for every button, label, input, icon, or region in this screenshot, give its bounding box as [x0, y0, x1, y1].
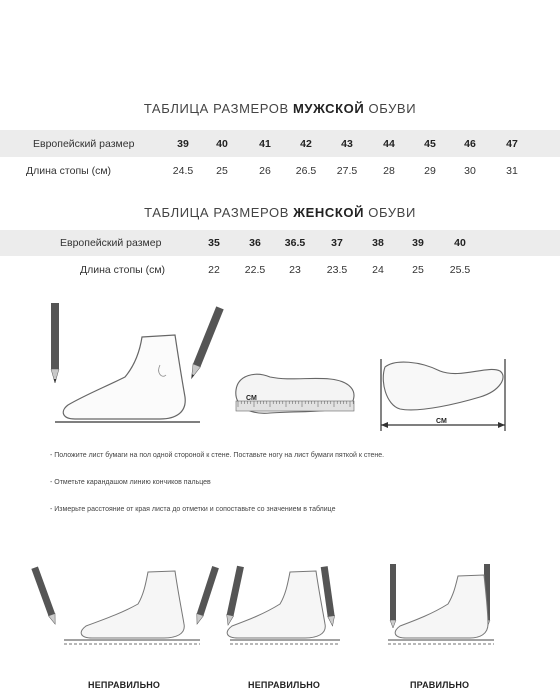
- men-size-cell: 47: [506, 138, 518, 150]
- women-size-cell: 39: [412, 237, 424, 249]
- ruler-2-label: СМ: [436, 418, 447, 425]
- women-size-cell: 36.5: [284, 237, 306, 249]
- men-length-cell: 25: [216, 165, 228, 177]
- men-size-cell: 42: [300, 138, 312, 150]
- women-size-cell: 40: [454, 237, 466, 249]
- men-length-cell: 27.5: [336, 165, 358, 177]
- caption-wrong-1: НЕПРАВИЛЬНО: [88, 680, 161, 690]
- foot-side-diagram: [0, 295, 560, 445]
- women-table-title: ТАБЛИЦА РАЗМЕРОВ ЖЕНСКОЙ ОБУВИ: [144, 205, 416, 220]
- instruction-3: - Измерьте расстояние от края листа до отметки и сопоставьте со значением в таблице: [50, 506, 336, 513]
- men-table-title: ТАБЛИЦА РАЗМЕРОВ МУЖСКОЙ ОБУВИ: [143, 101, 417, 116]
- women-size-cell: 35: [208, 237, 220, 249]
- instruction-1: - Положите лист бумаги на пол одной стороной к стене. Поставьте ногу на лист бумаги пяткой к стене.: [50, 452, 385, 459]
- pencil-right-icon: [188, 306, 224, 379]
- men-length-cell: 26.5: [295, 165, 317, 177]
- women-length-cell: 25.5: [449, 264, 471, 276]
- foot-top-shape: [383, 362, 503, 410]
- women-length-row-label: Длина стопы (см): [80, 264, 166, 276]
- men-length-cell: 31: [506, 165, 518, 177]
- caption-correct: ПРАВИЛЬНО: [410, 680, 470, 690]
- ruler-1-label: СМ: [246, 395, 257, 402]
- men-size-cell: 41: [259, 138, 271, 150]
- wrong-method-diagram-2: [190, 562, 370, 652]
- women-size-cell: 36: [249, 237, 261, 249]
- women-size-row-label: Европейский размер: [60, 237, 162, 249]
- women-length-cell: 22: [208, 264, 220, 276]
- men-length-cell: 30: [464, 165, 476, 177]
- women-length-cell: 25: [412, 264, 424, 276]
- wrong-method-diagram-1: [30, 562, 210, 652]
- men-length-cell: 26: [259, 165, 271, 177]
- men-size-cell: 43: [341, 138, 353, 150]
- ruler-1: [236, 401, 354, 411]
- men-length-cell: 24.5: [172, 165, 194, 177]
- women-length-cell: 23.5: [326, 264, 348, 276]
- men-size-cell: 39: [177, 138, 189, 150]
- men-size-cell: 45: [424, 138, 436, 150]
- men-length-row-label: Длина стопы (см): [26, 165, 112, 177]
- men-size-cell: 44: [383, 138, 395, 150]
- correct-method-diagram: [370, 562, 550, 652]
- instruction-2: - Отметьте карандашом линию кончиков пальцев: [50, 479, 211, 486]
- caption-wrong-2: НЕПРАВИЛЬНО: [248, 680, 321, 690]
- women-length-cell: 24: [372, 264, 384, 276]
- men-length-cell: 29: [424, 165, 436, 177]
- women-size-cell: 37: [331, 237, 343, 249]
- women-length-cell: 23: [289, 264, 301, 276]
- men-size-row-label: Европейский размер: [33, 138, 135, 150]
- foot-side-shape: [63, 335, 185, 419]
- pencil-left-icon: [51, 303, 59, 383]
- men-length-cell: 28: [383, 165, 395, 177]
- women-size-cell: 38: [372, 237, 384, 249]
- men-size-cell: 40: [216, 138, 228, 150]
- women-length-cell: 22.5: [244, 264, 266, 276]
- men-size-cell: 46: [464, 138, 476, 150]
